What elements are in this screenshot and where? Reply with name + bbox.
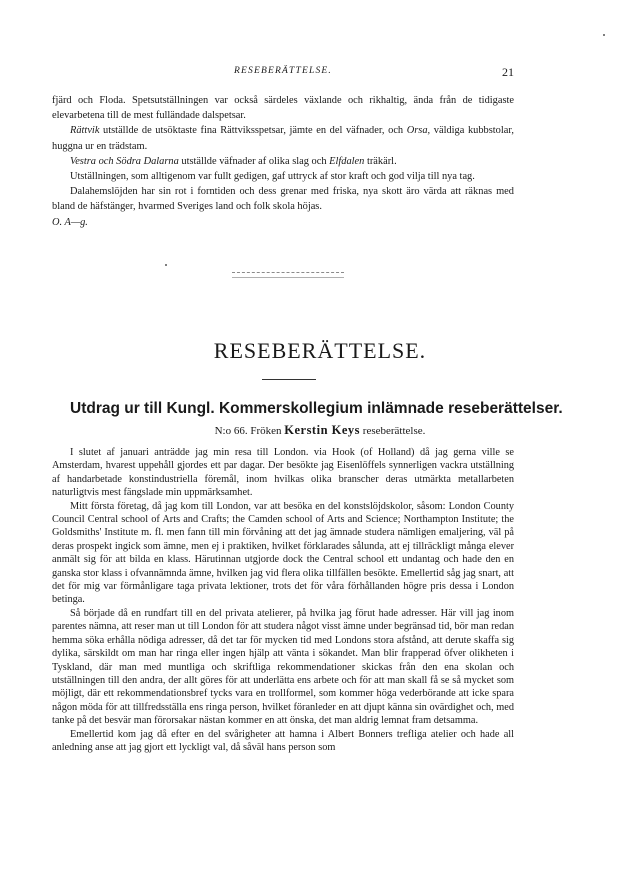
report-body bbox=[52, 446, 514, 754]
place-name: Elfdalen bbox=[329, 155, 365, 167]
paragraph bbox=[52, 154, 514, 169]
place-name: Rättvik bbox=[70, 125, 100, 137]
report-title-suffix: reseberättelse. bbox=[362, 425, 426, 437]
section-title: RESEBERÄTTELSE. bbox=[213, 338, 427, 363]
signature: O. A—g. bbox=[52, 216, 88, 228]
place-name: Vestra och Södra Dalarna bbox=[70, 155, 179, 167]
paragraph: Mitt första företag, då jag kom till London, var att besöka en del konstslöjdskolor, såsom: London County Council Central school of Arts and Crafts; the Camden school of Arts and Science; Northampton Institute; the Goldsmiths' Institute m. fl. men fann till min förvåning att det jag ämnade studera nämligen emaljering, väl på deras prospekt ingick som ämne, men ej i praktiken, hvilket förklarades sålunda, att ej tillräckligt många elever anmält sig för att bilda en klass. Härutinnan utgjorde dock the Central school ett undantag och hade den en ganska stor klass i ofvannämnda ämne, hvilken jag vid flera olika tillfällen besökte. Emellertid såg jag snart, att det för mig var förmånligare taga privata lektioner, trots det för våra förhållanden högre pris dessa i London betinga. bbox=[52, 500, 514, 606]
paragraph: fjärd och Floda. Spetsutställningen var också särdeles växlande och rikhaltig, ända från de tidigaste elevarbetena till de mest fulländade dalspetsar. bbox=[52, 95, 514, 122]
paragraph: Utställningen, som alltigenom var fullt gedigen, gaf uttryck af stor kraft och god vilja till nya tag. bbox=[70, 171, 475, 183]
paragraph-text: väldiga kubbstolar, huggna ur en trädstam. bbox=[52, 125, 515, 152]
top-text-block bbox=[52, 93, 514, 230]
ink-speck bbox=[165, 264, 167, 266]
paragraph bbox=[52, 123, 514, 153]
report-title-prefix: Fröken bbox=[250, 425, 282, 437]
paragraph-text: utställde väfnader af olika slag och bbox=[178, 155, 330, 167]
paragraph: Emellertid kom jag då efter en del svårigheter att hamna i Albert Bonners trefliga atelier och hade all anledning anse att jag gjort ett lyckligt val, då såväl hans person som bbox=[52, 728, 514, 753]
report-number: N:o 66. bbox=[214, 425, 248, 437]
report-title bbox=[0, 423, 640, 438]
page-number: 21 bbox=[502, 65, 514, 79]
section-ornament-rule bbox=[232, 272, 344, 278]
page-header bbox=[52, 66, 514, 82]
running-title: RESEBERÄTTELSE. bbox=[234, 66, 332, 76]
paragraph: Dalahemslöjden har sin rot i forntiden och dess grenar med friska, nya skott äro värda att räknas med bland de häfstänger, hvarmed Sveriges land och folk skola höjas. bbox=[52, 186, 514, 213]
paragraph-text: träkärl. bbox=[364, 155, 397, 167]
ink-speck bbox=[603, 34, 605, 36]
report-author: Kerstin Keys bbox=[284, 423, 361, 437]
subheading: Utdrag ur till Kungl. Kommerskollegium inlämnade reseberättelser. bbox=[70, 400, 563, 417]
place-name: Orsa, bbox=[406, 125, 431, 137]
title-underline-rule bbox=[262, 379, 316, 380]
paragraph: I slutet af januari anträdde jag min resa till London. via Hook (of Holland) då jag gerna ville se Amsterdam, hvarest uppehåll gjordes ett par dagar. Der besökte jag Eisenlöffels synnerligen vackra utställning af handarbetade konstindustriella föremål, inom hvilkas olika branscher deras utmärkta metallarbeten naturligtvis mest fängslade min uppmärksamhet. bbox=[52, 447, 514, 499]
paragraph-text: utställde de utsöktaste fina Rättviksspetsar, jämte en del väfnader, och bbox=[99, 125, 407, 137]
paragraph: Så började då en rundfart till en del privata atelierer, på hvilka jag förut hade adresser. Här vill jag inom parentes nämna, att reser man ut till London för att studera något visst ämne under begränsad tid, bör man redan hemma söka erhålla nödiga adresser, då det tar för mycken tid med Londons stora afstånd, att derute skaffa sig dylika, särskildt om man har ringa eller ingen hjälp att vänta i sökandet. Man blir frapperad öfver olikheten i Tyskland, där man med muntliga och skriftliga rekommendationer skickas från den ena skolan och utställningen till den andra, der allt göres för att underlätta ens arbete och för att man skall få se så mycket som möjligt, där ett rekommendationsbref tycks vara en trollformel, som kommer höga vederbörande att icke spara någon möda för att tillfredsställa ens ringa person, hvilket föranleder en att djupt känna sin ovärdighet och, med tanke på det besvär man förorsakar nästan kommer en att önska, det man aldrig lemnat fram detsamma. bbox=[52, 607, 514, 727]
